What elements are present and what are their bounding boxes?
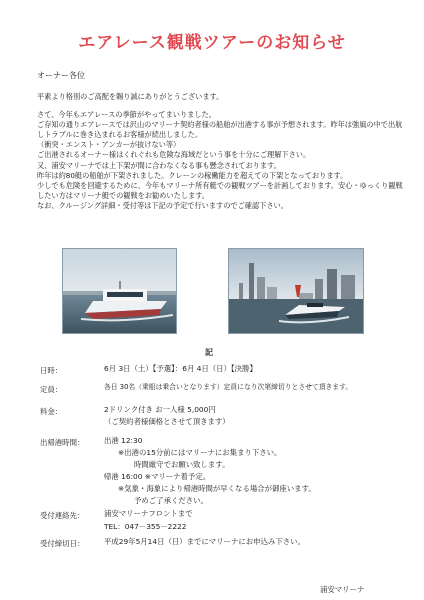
deadline-value: 平成29年5月14日（日）までにマリーナにお申込み下さい。 [104,537,305,546]
body-line: なお、クルージング詳細・受付等は下記の予定で行いますのでご確認下さい。 [37,200,288,210]
body-line: ご存知の通りエアレースでは沢山のマリーナ契約者様の船舶が出港する事が予想されます。昨年は強風の中で出航しトラブルに巻き込まれるお客様が続出しました。 [37,120,403,140]
capacity-label: 定員： [40,385,63,394]
body-line: さて、今年もエアレースの季節がやってまいりました。 [37,110,216,120]
date-value: 6月 3日（土）【予選】：6月 4日（日）【決勝】 [104,364,257,373]
body-line: 又、浦安マリーナでは上下架が間に合わなくなる事も懸念されております。 [37,160,281,170]
body-line: 昨年は約80艇の船舶が下架されました。クレーンの稼働能力を超えての下架となっております。 [37,170,348,180]
contact-phone: TEL：047－355－2222 [104,522,187,531]
contact-label: 受付連絡先： [40,511,85,520]
ferry-photo [62,248,177,334]
return-note: ※気象・海象により帰港時間が早くなる場合が御座います。 [118,484,316,493]
fee-note: （ご契約者様価格とさせて頂きます） [104,417,230,426]
letter-body [37,92,407,211]
depart-note: ※出港の15分前にはマリーナにお集まり下さい。 [118,448,282,457]
skyline-photo [228,248,364,334]
fee-value: 2ドリンク付き お一人様 5,000円 [104,405,216,414]
greeting: 平素より格別のご高配を賜り誠にありがとうございます。 [37,92,224,101]
body-line: 少しでも危険を回避するために、今年もマリーナ所有艇での観戦ツアーを計画しております。安心・ゆっくり観戦したい方はマリーナ艇での観戦をお勧めいたします。 [37,180,403,200]
notice-heading: 記 [205,348,213,357]
date-label: 日時： [40,366,63,375]
contact-value: 浦安マリーナフロントまで [104,509,193,518]
return-time: 帰港 16:00 ※マリーナ着予定。 [104,472,211,481]
body-line: ご出港されるオーナー様はくれぐれも危険な海域だという事を十分にご理解下さい。 [37,150,311,160]
depart-time: 出港 12:30 [104,436,143,445]
fee-label: 料金： [40,407,63,416]
signature: 浦安マリーナ [320,585,365,594]
addressee: オーナー各位 [37,71,85,80]
return-note: 予めご了承ください。 [134,496,208,505]
page-title: エアレース観戦ツアーのお知らせ [78,33,346,53]
time-label: 出帰港時間： [40,438,85,447]
capacity-value: 各日 30名（乗船は乗合いとなります）定員になり次第締切りとさせて頂きます。 [104,383,353,391]
deadline-label: 受付締切日： [40,539,85,548]
depart-note: 時間厳守でお願い致します。 [134,460,230,469]
skyline-image [229,249,363,333]
body-line: （衝突・エンスト・アンカーが抜けない等） [37,140,181,150]
ferry-image [63,249,176,333]
